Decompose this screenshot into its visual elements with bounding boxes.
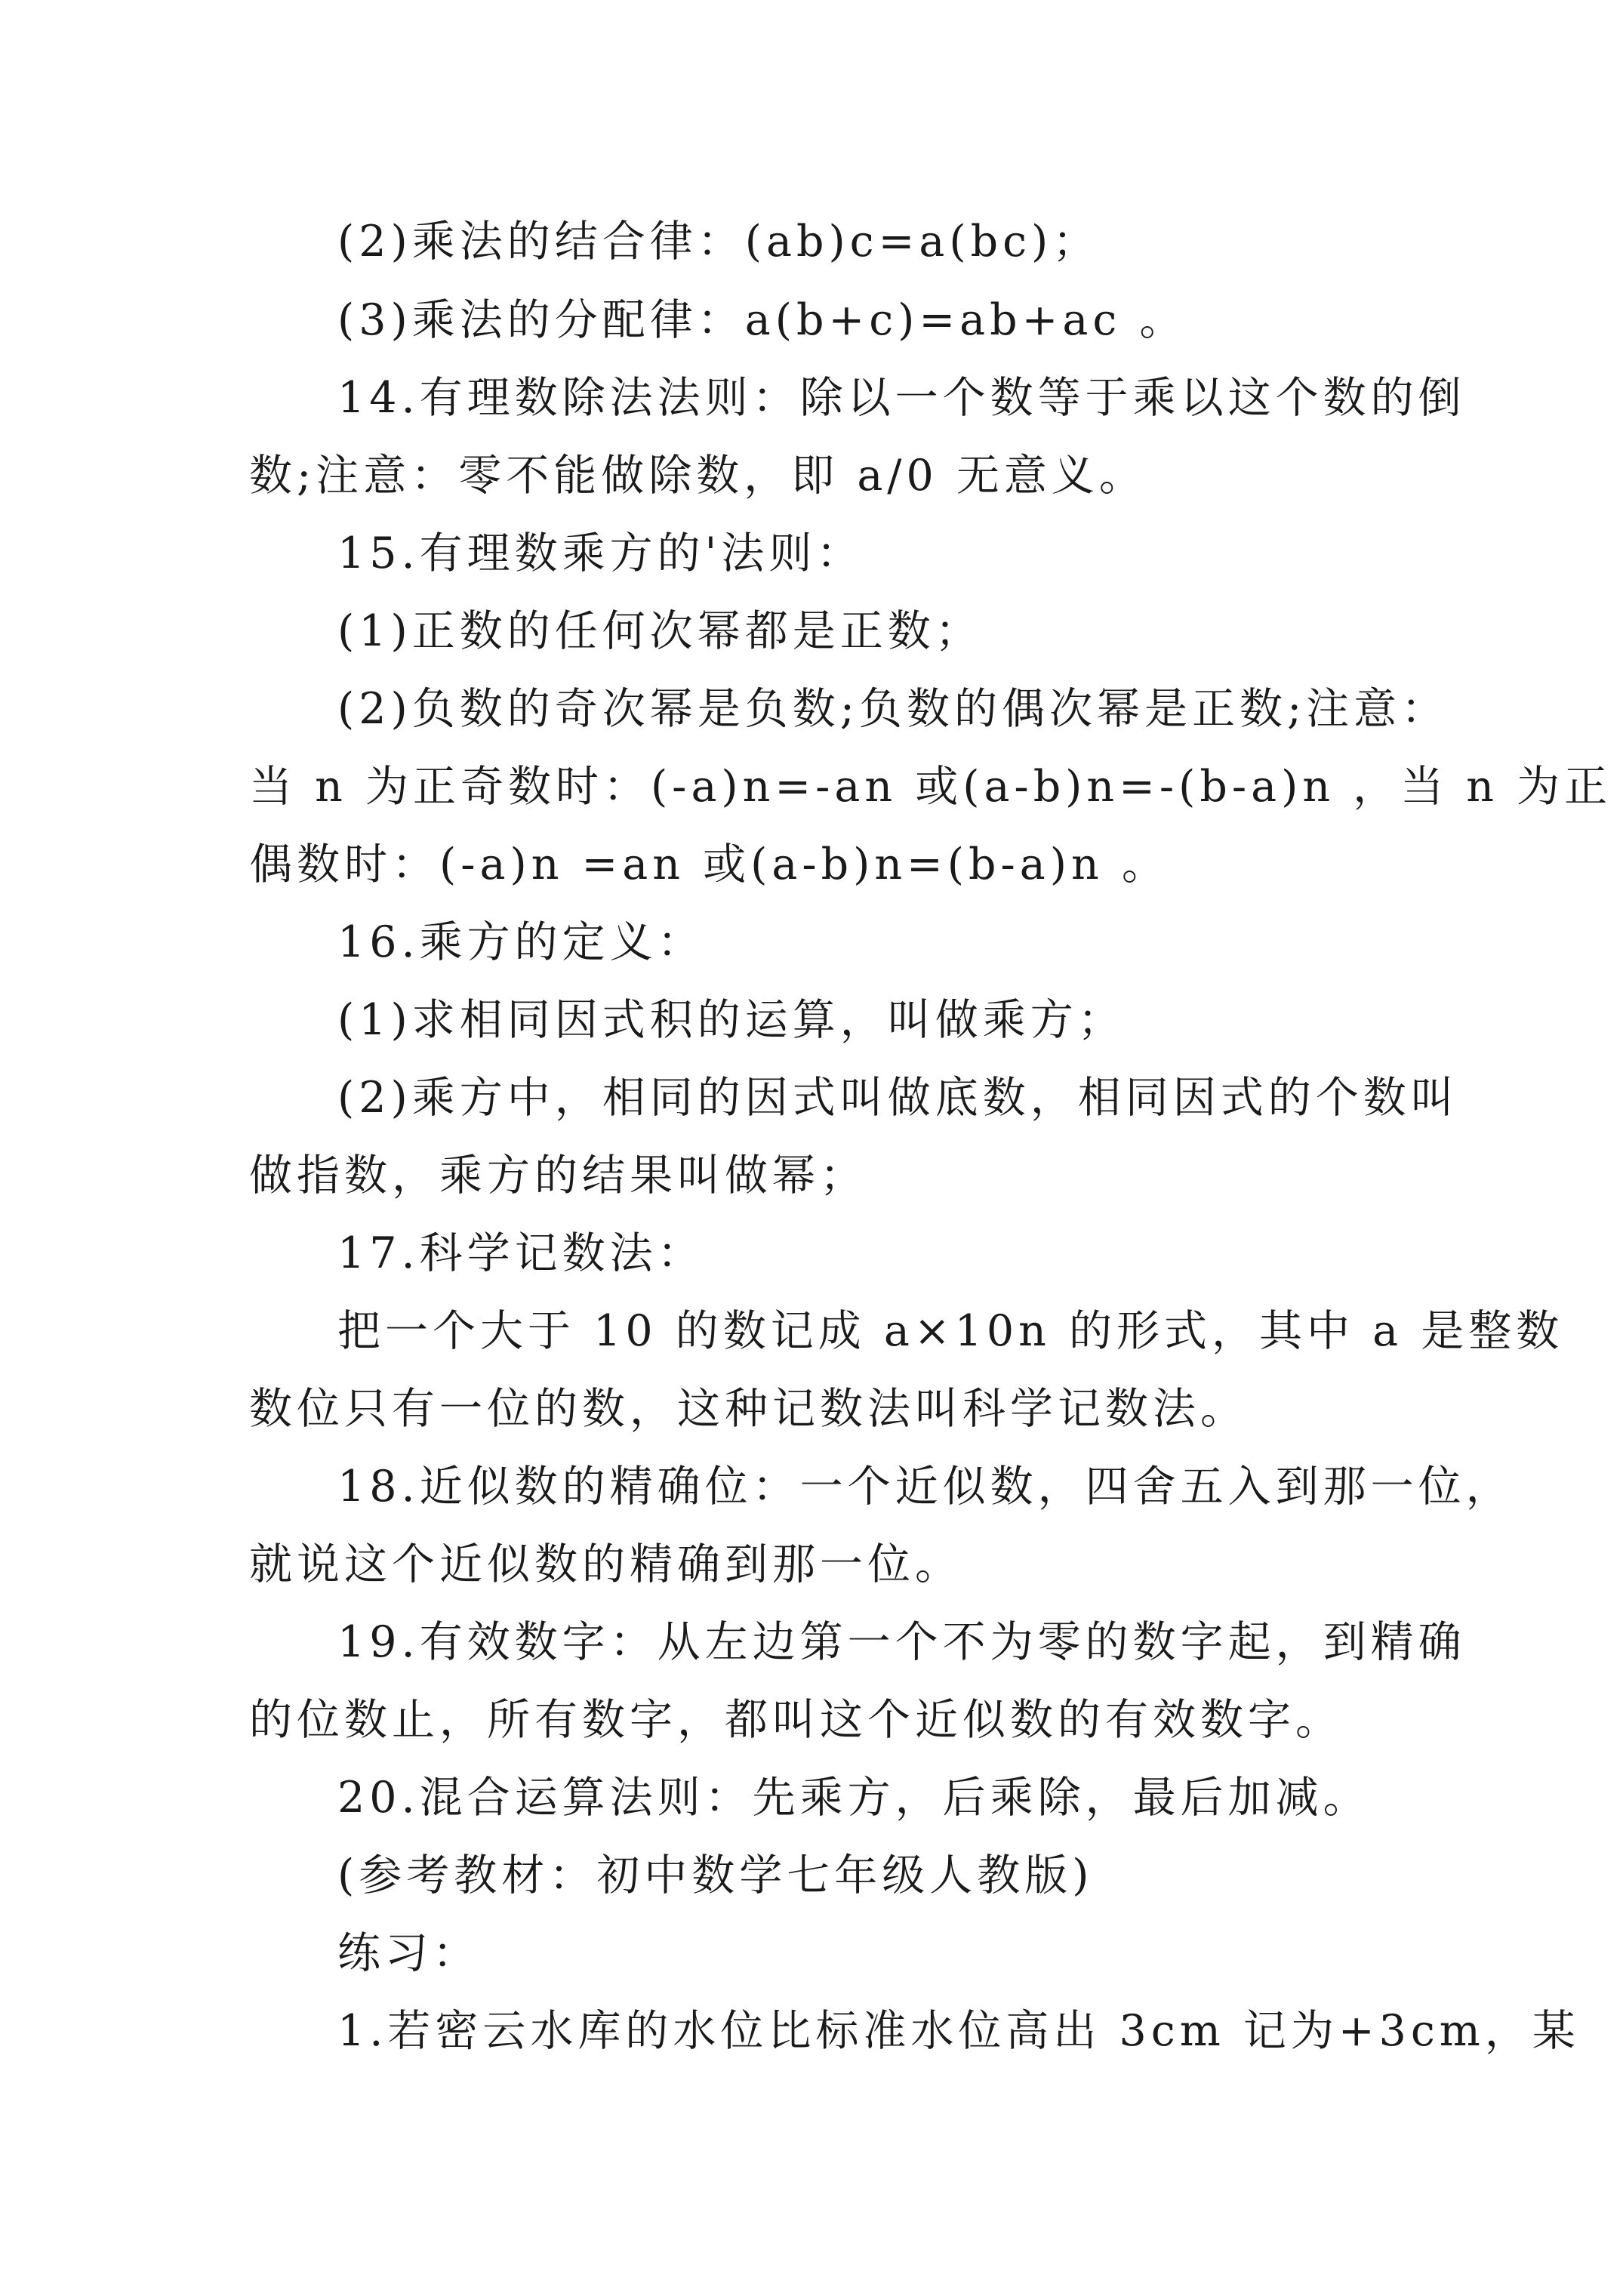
text-line: (2)乘方中，相同的因式叫做底数，相同因式的个数叫 <box>337 1073 1458 1123</box>
text-line: 做指数，乘方的结果叫做幂； <box>249 1151 867 1200</box>
text-line: 17.科学记数法： <box>337 1228 705 1278</box>
text-line: (2)负数的奇次幂是负数;负数的偶次幂是正数;注意： <box>337 684 1449 734</box>
text-line: 20.混合运算法则：先乘方，后乘除，最后加减。 <box>337 1773 1371 1823</box>
text-line: (参考教材：初中数学七年级人教版) <box>337 1851 1094 1900</box>
text-line: (2)乘法的结合律：(ab)c=a(bc)； <box>337 217 1101 267</box>
text-line: 的位数止，所有数字，都叫这个近似数的有效数字。 <box>249 1695 1343 1745</box>
text-line: 19.有效数字：从左边第一个不为零的数字起，到精确 <box>337 1617 1466 1667</box>
text-line: 16.乘方的定义： <box>337 917 705 967</box>
text-line: 15.有理数乘方的'法则： <box>337 529 864 578</box>
text-line: (3)乘法的分配律：a(b+c)=ab+ac 。 <box>337 295 1187 345</box>
text-line: 就说这个近似数的精确到那一位。 <box>249 1539 962 1589</box>
text-line: 把一个大于 10 的数记成 a×10n 的形式，其中 a 是整数 <box>337 1306 1564 1356</box>
text-line: 1.若密云水库的水位比标准水位高出 3cm 记为+3cm，某 <box>337 2006 1580 2056</box>
text-line: 当 n 为正奇数时：(-a)n=-an 或(a-b)n=-(b-a)n ，当 n 为正 <box>249 762 1612 812</box>
text-line: (1)求相同因式积的运算，叫做乘方； <box>337 995 1126 1045</box>
text-line: (1)正数的任何次幂都是正数； <box>337 606 983 656</box>
text-line: 练习： <box>337 1928 480 1978</box>
text-line: 14.有理数除法法则：除以一个数等于乘以这个数的倒 <box>337 373 1466 423</box>
text-line: 数;注意：零不能做除数，即 a/0 无意义。 <box>249 451 1147 501</box>
text-line: 偶数时：(-a)n =an 或(a-b)n=(b-a)n 。 <box>249 840 1169 889</box>
text-line: 18.近似数的精确位：一个近似数，四舍五入到那一位， <box>337 1462 1514 1512</box>
text-line: 数位只有一位的数，这种记数法叫科学记数法。 <box>249 1384 1248 1434</box>
